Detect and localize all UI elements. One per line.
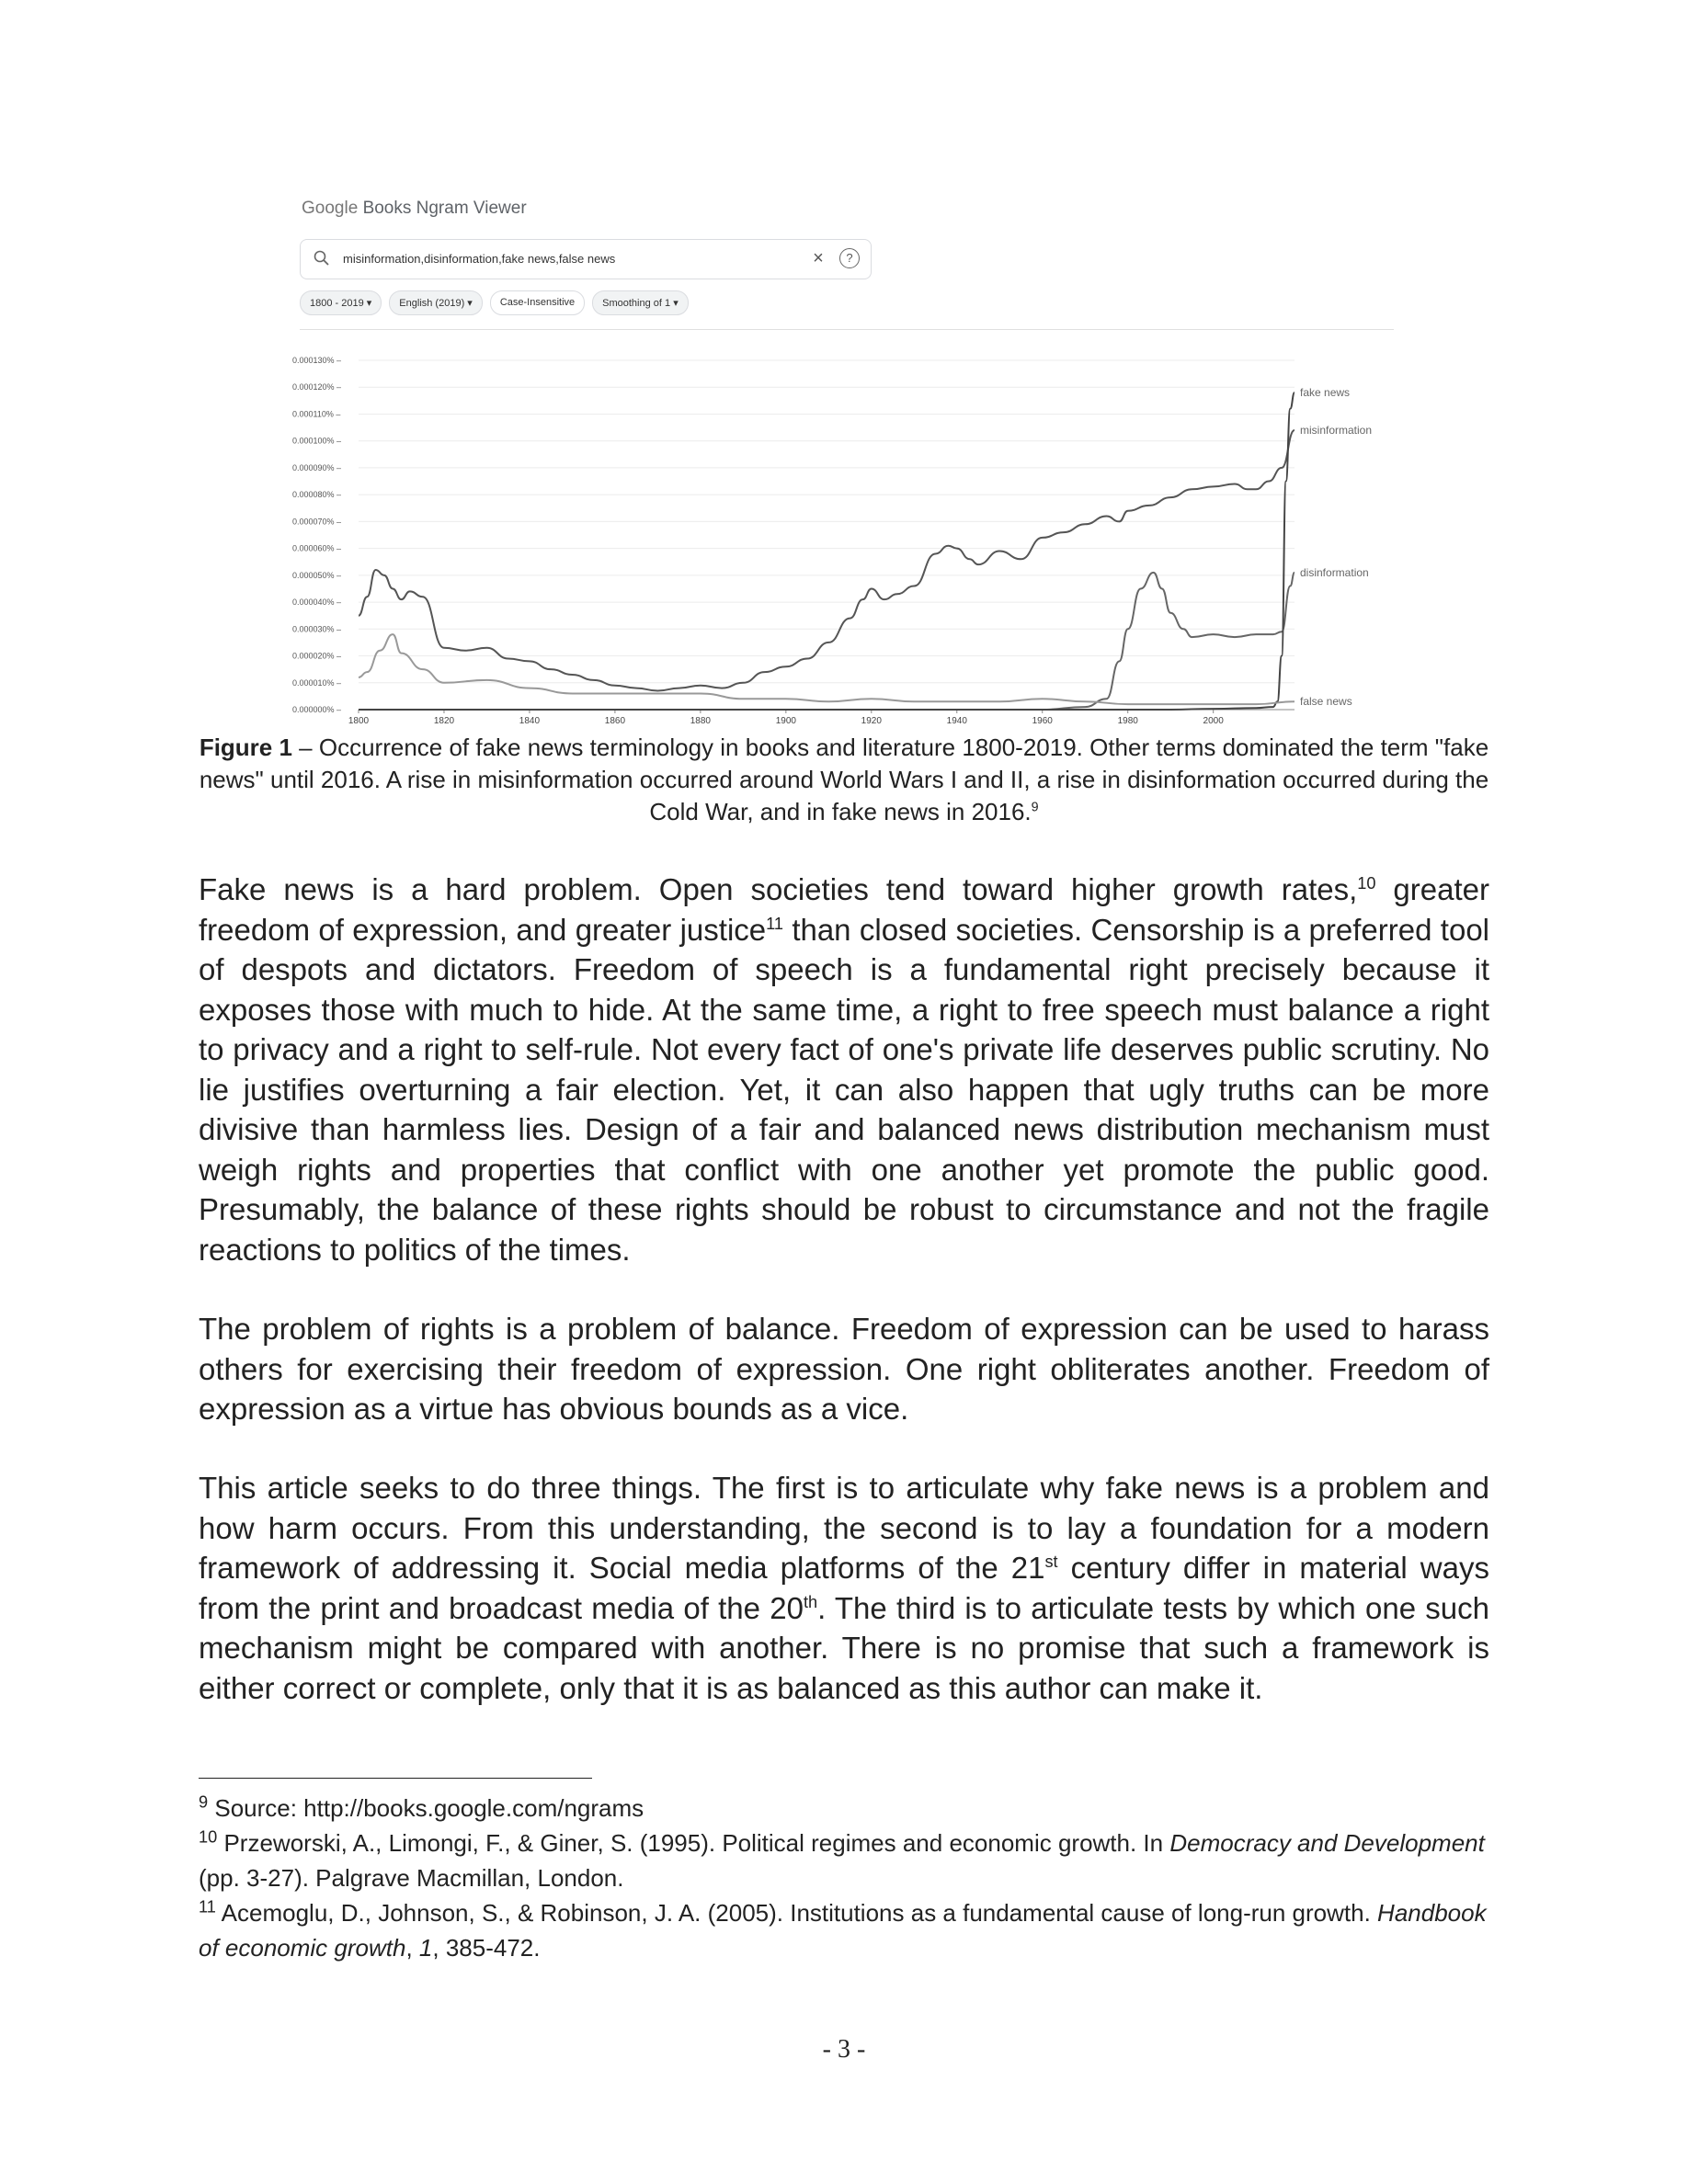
footnote-ref-11[interactable]: 11 (766, 914, 783, 933)
x-tick-label: 1800 (348, 716, 370, 726)
ngram-viewer-header (302, 199, 527, 219)
chip-smoothing[interactable]: Smoothing of 1 ▾ (592, 290, 689, 315)
footnote-journal-title: Handbook of economic growth (199, 1899, 1487, 1962)
search-query[interactable]: misinformation,disinformation,fake news,false news (343, 252, 616, 266)
footnote-volume: 1 (418, 1934, 433, 1962)
series-line-false-news (359, 634, 1295, 704)
y-tick-label: 0.000050% – (292, 570, 342, 580)
series-label-misinformation: misinformation (1300, 424, 1373, 437)
page-number: - 3 - (822, 2035, 866, 2064)
series-label-disinformation: disinformation (1300, 565, 1369, 579)
x-tick-label: 1840 (519, 716, 541, 726)
p3-text-b: century differ in material ways from the print and broadcast media of the 20 (199, 1551, 1489, 1625)
paragraph-rights-balance: The problem of rights is a problem of balance. Freedom of expression can be used to harass others for exercising their freedom of expression. One right obliterates another. Freedom of expression as a virtue has obvious bounds as a vice. (199, 1312, 1489, 1426)
footnote-text: Przeworski, A., Limongi, F., & Giner, S. (1995). Political regimes and economic growth. In (217, 1829, 1170, 1857)
series-line-misinformation (359, 430, 1295, 691)
caption-label: Figure 1 (199, 734, 292, 761)
x-tick-label: 1960 (1032, 716, 1053, 726)
paragraph-fake-news-problem (199, 870, 1489, 1269)
footnote-book-title: Democracy and Development (1169, 1829, 1485, 1857)
footnote-number: 10 (199, 1827, 218, 1847)
footnote-11 (199, 1895, 1489, 1965)
ordinal-st: st (1044, 1553, 1058, 1571)
footnote-text: (pp. 3-27). Palgrave Macmillan, London. (199, 1864, 624, 1892)
search-bar[interactable] (300, 239, 872, 279)
x-tick-label: 2000 (1203, 716, 1224, 726)
y-tick-label: 0.000120% – (292, 382, 342, 392)
y-tick-label: 0.000030% – (292, 624, 342, 634)
footnote-text: Acemoglu, D., Johnson, S., & Robinson, J. A. (2005). Institutions as a fundamental cause of long-run growth. (215, 1899, 1378, 1927)
series-label-fake-news: fake news (1300, 386, 1351, 400)
x-tick-label: 1940 (946, 716, 967, 726)
x-tick-label: 1980 (1117, 716, 1138, 726)
clear-icon[interactable]: × (813, 248, 824, 268)
y-tick-label: 0.000010% – (292, 677, 342, 688)
y-tick-label: 0.000060% – (292, 543, 342, 553)
ngram-line-chart (292, 349, 1396, 735)
y-tick-label: 0.000020% – (292, 651, 342, 661)
footnote-10 (199, 1826, 1489, 1895)
y-tick-label: 0.000080% – (292, 490, 342, 500)
y-tick-label: 0.000070% – (292, 517, 342, 527)
footnotes (199, 1791, 1489, 1965)
footnote-9 (199, 1791, 1489, 1826)
p1-text-a: Fake news is a hard problem. Open societies tend toward higher growth rates, (199, 872, 1358, 906)
x-tick-label: 1820 (433, 716, 455, 726)
series-line-disinformation (359, 573, 1295, 710)
viewer-title: Books Ngram Viewer (362, 199, 527, 218)
y-tick-label: 0.000130% – (292, 356, 342, 365)
help-icon[interactable]: ? (839, 248, 860, 268)
series-label-false-news: false news (1300, 695, 1352, 709)
caption-footnote-ref: 9 (1031, 800, 1039, 815)
y-tick-label: 0.000100% – (292, 436, 342, 446)
header-divider (300, 329, 1394, 330)
y-tick-label: 0.000000% – (292, 705, 342, 714)
p3-text-c: . The third is to articulate tests by which one such mechanism might be compared with another. There is no promise that such a framework is either correct or complete, only that it is as balanced as this author can make it. (199, 1590, 1490, 1705)
p1-text-b: greater freedom of expression, and greater justice (199, 872, 1489, 947)
series-line-fake-news (359, 392, 1295, 710)
chip-corpus[interactable]: English (2019) ▾ (389, 290, 483, 315)
chip-year-range[interactable]: 1800 - 2019 ▾ (300, 290, 382, 315)
footnote-text[interactable]: Source: http://books.google.com/ngrams (208, 1794, 644, 1822)
figure-caption (184, 732, 1504, 828)
y-tick-label: 0.000040% – (292, 597, 342, 608)
caption-text: – Occurrence of fake news terminology in books and literature 1800-2019. Other terms dominated the term "fake news" until 2016. A rise in misinformation occurred around World Wars I and II, a rise in disinformation occurred during the Cold War, and in fake news in 2016. (199, 734, 1489, 825)
footnote-number: 11 (199, 1897, 216, 1917)
footnote-separator (199, 1778, 592, 1779)
y-tick-label: 0.000090% – (292, 462, 342, 472)
x-tick-label: 1920 (861, 716, 882, 726)
paragraph-article-goals (199, 1468, 1489, 1708)
footnote-text: , 385-472. (432, 1934, 541, 1962)
x-tick-label: 1880 (690, 716, 711, 726)
footnote-text: , (405, 1934, 419, 1962)
y-tick-label: 0.000110% – (292, 409, 341, 419)
x-tick-label: 1900 (775, 716, 796, 726)
chip-case-insensitive[interactable]: Case-Insensitive (490, 290, 585, 315)
x-tick-label: 1860 (604, 716, 626, 726)
p1-text-c: than closed societies. Censorship is a preferred tool of despots and dictators. Freedom of speech is a fundamental right precisely because it exposes those with much to hide. At the same time, a right to free speech must balance a right to privacy and a right to self-rule. Not every fact of one's private life deserves public scrutiny. No lie justifies overturning a fair election. Yet, it can also happen that ugly truths can be more divisive than harmless lies. Design of a fair and balanced news distribution mechanism must weigh rights and properties that conflict with one another yet promote the public good. Presumably, the balance of these rights should be robust to circumstance and not the fragile reactions to politics of the times. (199, 912, 1489, 1267)
filter-chips (300, 290, 689, 315)
footnote-number: 9 (199, 1792, 209, 1812)
ngram-figure (292, 193, 1396, 726)
search-icon (312, 248, 332, 268)
google-logo: Google (302, 199, 359, 218)
p3-text-a: This article seeks to do three things. The first is to articulate why fake news is a problem and how harm occurs. From this understanding, the second is to lay a foundation for a modern framework of addressing it. Social media platforms of the 21 (199, 1471, 1489, 1585)
footnote-ref-10[interactable]: 10 (1357, 874, 1376, 893)
ordinal-th: th (803, 1592, 818, 1611)
